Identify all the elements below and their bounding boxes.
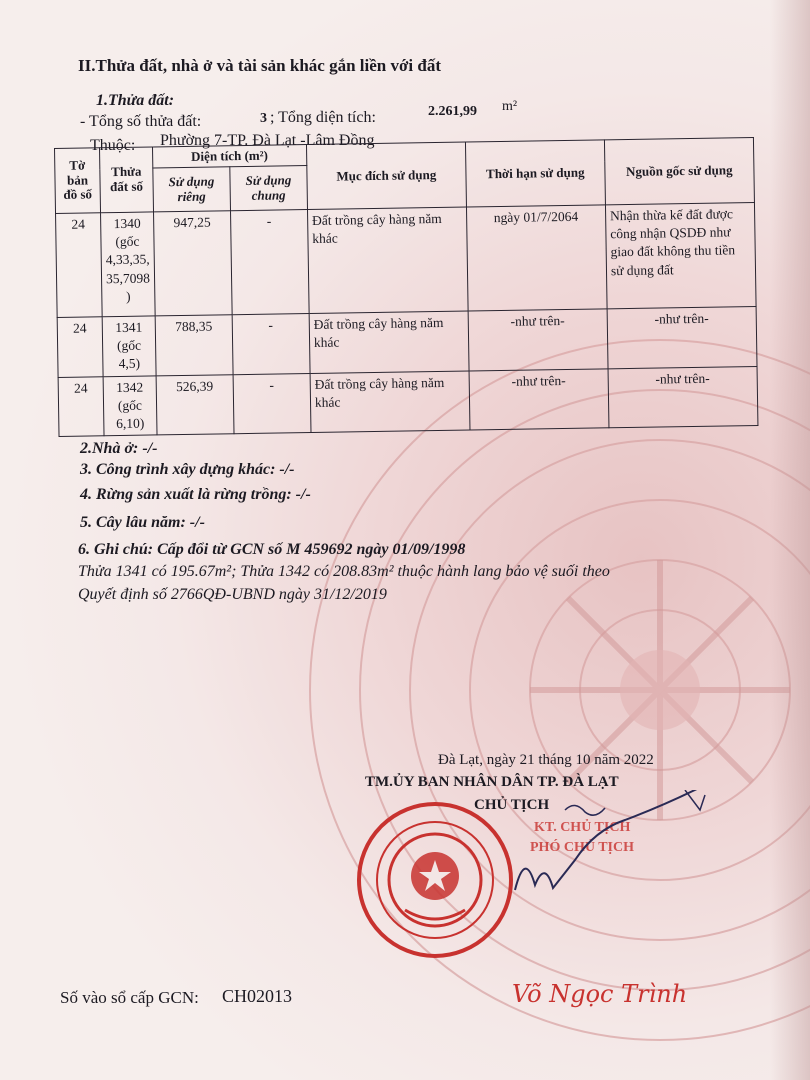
construction-item: 3. Công trình xây dựng khác: -/-: [80, 461, 295, 478]
chair-title: CHỦ TỊCH: [474, 797, 550, 813]
cell-purpose: Đất trồng cây hàng năm khác: [310, 371, 470, 433]
header-area: Diện tích (m²): [152, 145, 306, 168]
header-parcel: Thửa đất số: [100, 147, 154, 213]
register-label: Số vào sổ cấp GCN:: [60, 988, 199, 1007]
cell-area-private: 526,39: [156, 374, 234, 435]
cell-origin: -như trên-: [608, 366, 758, 428]
house-item: 2.Nhà ở: -/-: [80, 440, 158, 457]
handwritten-signature: [505, 790, 725, 910]
deputy-title: PHÓ CHỦ TỊCH: [530, 840, 634, 855]
header-map-sheet: Tờ bản đồ số: [55, 148, 101, 214]
parcel-table: [54, 137, 758, 437]
signer-name: Võ Ngọc Trình: [512, 980, 688, 1008]
section-title: II.Thửa đất, nhà ở và tài sản khác gắn liền với đất: [78, 56, 441, 75]
header-term: Thời hạn sử dụng: [465, 140, 605, 207]
cell-parcel: 1340 (gốc 4,33,35, 35,7098 ): [101, 212, 156, 317]
cell-purpose: Đất trồng cây hàng năm khác: [307, 207, 468, 313]
perennial-trees-item: 5. Cây lâu năm: -/-: [80, 514, 205, 531]
authority-title: TM.ỦY BAN NHÂN DÂN TP. ĐÀ LẠT: [365, 774, 619, 790]
header-purpose: Mục đích sử dụng: [306, 142, 466, 209]
table-row: [56, 203, 756, 318]
total-area-label: ; Tổng diện tích:: [270, 109, 376, 126]
header-area-private: Sử dụng riêng: [153, 167, 231, 212]
cell-origin: -như trên-: [607, 306, 757, 368]
cell-area-common: -: [232, 314, 310, 375]
total-area-unit: m²: [502, 99, 518, 114]
cell-origin: Nhận thừa kế đất được công nhận QSDĐ như giao đất không thu tiền sử dụng đất: [605, 203, 756, 309]
note-line-2: Thửa 1341 có 195.67m²; Thửa 1342 có 208.83m² thuộc hành lang bảo vệ suối theo: [78, 563, 610, 580]
cell-area-private: 947,25: [153, 211, 232, 316]
parcel-count-value: 3: [260, 111, 267, 126]
cell-area-common: -: [230, 210, 309, 315]
page-edge-shadow: [770, 0, 810, 1080]
forest-item: 4. Rừng sản xuất là rừng trồng: -/-: [80, 486, 311, 503]
table-row: [57, 306, 757, 377]
parcel-count-label: - Tổng số thửa đất:: [80, 113, 202, 130]
table-row: [58, 366, 758, 437]
note-line-1: 6. Ghi chú: Cấp đổi từ GCN số M 459692 ngày 01/09/1998: [78, 541, 466, 558]
place-date: Đà Lạt, ngày 21 tháng 10 năm 2022: [438, 752, 654, 768]
note-line-3: Quyết định số 2766QĐ-UBND ngày 31/12/2019: [78, 586, 387, 603]
cell-map-sheet: 24: [58, 376, 104, 436]
cell-term: -như trên-: [469, 368, 609, 430]
cell-purpose: Đất trồng cây hàng năm khác: [309, 311, 469, 373]
location-label: Thuộc:: [90, 137, 136, 154]
cell-area-common: -: [233, 373, 311, 434]
cell-parcel: 1341 (gốc 4,5): [102, 316, 156, 376]
cell-parcel: 1342 (gốc 6,10): [103, 376, 157, 436]
register-number: CH02013: [222, 986, 293, 1006]
land-heading: 1.Thửa đất:: [96, 92, 175, 109]
official-seal-stamp: [355, 800, 515, 960]
cell-term: -như trên-: [468, 309, 608, 371]
cell-term: ngày 01/7/2064: [466, 205, 607, 311]
location-value: Phường 7-TP. Đà Lạt -Lâm Đồng: [160, 132, 375, 149]
cell-map-sheet: 24: [57, 317, 103, 377]
deputy-kt-title: KT. CHỦ TỊCH: [534, 820, 631, 835]
cell-map-sheet: 24: [56, 213, 103, 318]
cell-area-private: 788,35: [155, 315, 233, 376]
total-area-value: 2.261,99: [428, 104, 477, 119]
header-area-common: Sử dụng chung: [230, 166, 308, 211]
header-origin: Nguồn gốc sử dụng: [604, 138, 754, 205]
